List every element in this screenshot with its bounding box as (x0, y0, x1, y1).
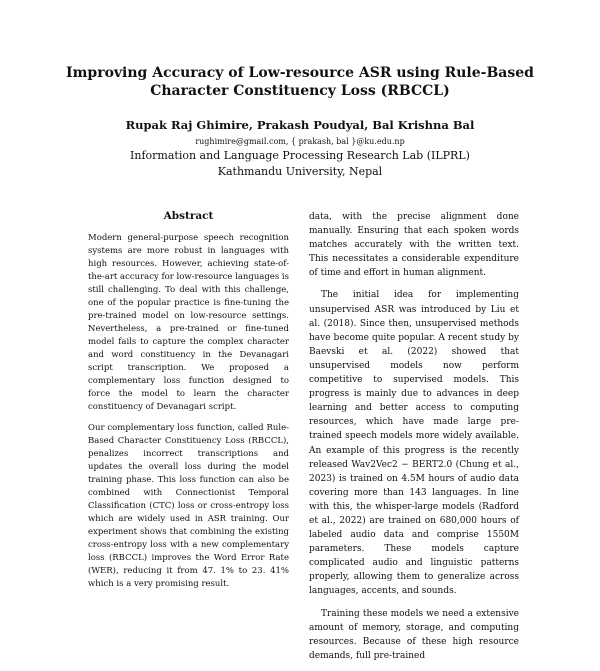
abstract-paragraph: Our complementary loss function, called Rule-Based Character Constituency Loss (RBCCL), penalizes incorrect transcriptions and updates the overall loss during the model training phase. This loss function can also be combined with Connectionist Temporal Classification (CTC) loss or cross-entropy loss which are widely used in ASR training. Our experiment shows that combining the existing cross-entropy loss with a new complementary loss (RBCCL) improves the Word Error Rate (WER), reducing it from 47. 1% to 23. 41% which is a very promising result. (88, 423, 289, 589)
affiliation-university: Kathmandu University, Nepal (217, 165, 383, 178)
paper-title: Improving Accuracy of Low-resource ASR using Rule-Based Character Constituency Loss (RBCCL) (66, 65, 534, 99)
abstract-heading: Abstract (163, 210, 214, 222)
left-column (88, 210, 289, 599)
affiliation-lab: Information and Language Processing Research Lab (ILPRL) (130, 149, 470, 162)
right-column (309, 210, 519, 671)
body-paragraph: data, with the precise alignment done manually. Ensuring that each spoken words matches accurately with the written text. This necessitates a considerable expenditure of time and effort in human alignment. (309, 212, 519, 279)
body-paragraph: The initial idea for implementing unsupervised ASR was introduced by Liu et al. (2018). Since then, unsupervised methods have become quite popular. A recent study by Baevski et al. (2022) showed that unsupervised models now perform competitive to supervised models. This progress is mainly due to advances in deep learning and better access to computing resources, which have made large pre-trained speech models more widely available. An example of this progress is the recently released Wav2Vec2 − BERT2.0 (Chung et al., 2023) is trained on 4.5M hours of audio data covering more than 143 languages. In line with this, the whisper-large models (Radford et al., 2022) are trained on 680,000 hours of labeled audio data and comprise 1550M parameters. These models capture complicated audio and linguistic patterns properly, allowing them to generalize across languages, accents, and sounds. (309, 290, 519, 597)
abstract-paragraph: Modern general-purpose speech recognition systems are more robust in languages with high resources. However, achieving state-of-the-art accuracy for low-resource languages is still challenging. To deal with this challenge, one of the popular practice is fine-tuning the pre-trained model on low-resource settings. Nevertheless, a pre-trained or fine-tuned model fails to capture the complex character and word constituency in the Devanagari script transcription. We proposed a complementary loss function designed to force the model to learn the character constituency of Devanagari script. (88, 233, 289, 412)
affiliation (60, 148, 540, 180)
author-list: Rupak Raj Ghimire, Prakash Poudyal, Bal Krishna Bal (125, 118, 475, 132)
author-emails: rughimire@gmail.com, { prakash, bal }@ku.edu.np (195, 137, 405, 146)
body-paragraph: Training these models we need a extensive amount of memory, storage, and computing resources. Because of these high resource demands, full pre-trained (309, 608, 519, 661)
